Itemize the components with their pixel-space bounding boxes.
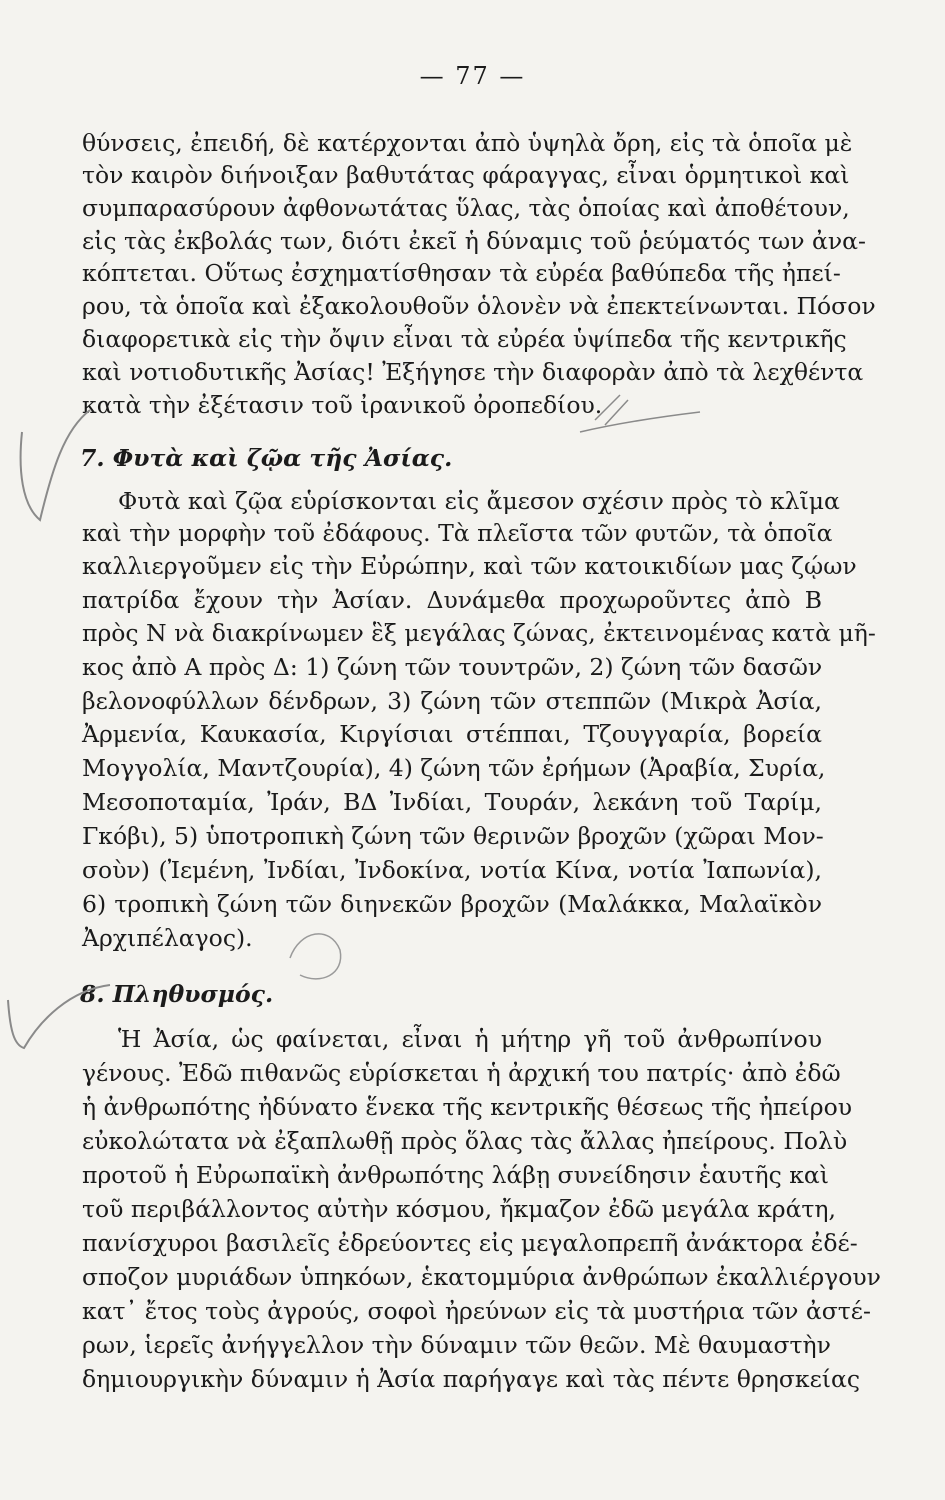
pencil-checkmark-section-8 bbox=[8, 985, 110, 1048]
text-line: προτοῦ ἡ Εὐρωπαϊκὴ ἀνθρωπότης λάβῃ συνείδησιν ἑαυτῆς καὶ bbox=[82, 1161, 830, 1189]
text-line: κατὰ τὴν ἐξέτασιν τοῦ ἰρανικοῦ ὀροπεδίου. bbox=[82, 391, 603, 419]
page-number: — 77 — bbox=[419, 62, 526, 90]
text-line: Γκόβι), 5) ὑποτροπικὴ ζώνη τῶν θερινῶν βροχῶν (χῶραι Μον- bbox=[82, 822, 824, 850]
text-line: σποζον μυριάδων ὑπηκόων, ἑκατομμύρια ἀνθρώπων ἐκαλλιέργουν bbox=[82, 1263, 881, 1291]
text-line: διαφορετικὰ εἰς τὴν ὄψιν εἶναι τὰ εὐρέα ὑψίπεδα τῆς κεντρικῆς bbox=[82, 325, 847, 353]
text-line: γένους. Ἐδῶ πιθανῶς εὑρίσκεται ἡ ἀρχική του πατρίς· ἀπὸ ἐδῶ bbox=[82, 1059, 841, 1087]
text-line: εἰς τὰς ἐκβολάς των, διότι ἐκεῖ ἡ δύναμις τοῦ ῥεύματός των ἀνα- bbox=[82, 227, 866, 255]
text-line: σοὺν) (Ἰεμένη, Ἰνδίαι, Ἰνδοκίνα, νοτία Κίνα, νοτία Ἰαπωνία), bbox=[82, 856, 822, 884]
text-line: τοῦ περιβάλλοντος αὐτὴν κόσμου, ἤκμαζον ἐδῶ μεγάλα κράτη, bbox=[82, 1195, 836, 1223]
text-line: Φυτὰ καὶ ζῷα εὑρίσκονται εἰς ἄμεσον σχέσιν πρὸς τὸ κλῖμα bbox=[118, 487, 840, 515]
text-line: κατ᾿ ἔτος τοὺς ἀγρούς, σοφοὶ ἠρεύνων εἰς τὰ μυστήρια τῶν ἀστέ- bbox=[82, 1297, 871, 1325]
text-line: Μεσοποταμία, Ἰράν, ΒΔ Ἰνδίαι, Τουράν, λεκάνη τοῦ Ταρίμ, bbox=[82, 788, 822, 816]
pencil-underline bbox=[580, 412, 700, 432]
text-line: καλλιεργοῦμεν εἰς τὴν Εὐρώπην, καὶ τῶν κατοικιδίων μας ζῴων bbox=[82, 552, 857, 580]
text-line: καὶ νοτιοδυτικῆς Ἀσίας! Ἐξήγησε τὴν διαφορὰν ἀπὸ τὰ λεχθέντα bbox=[82, 358, 864, 386]
text-line: κος ἀπὸ Α πρὸς Δ: 1) ζώνη τῶν τουντρῶν, 2) ζώνη τῶν δασῶν bbox=[82, 653, 823, 681]
text-line: πατρίδα ἔχουν τὴν Ἀσίαν. Δυνάμεθα προχωροῦντες ἀπὸ Β bbox=[82, 586, 822, 614]
pencil-checkmark-section-7 bbox=[21, 410, 90, 520]
text-line: θύνσεις, ἐπειδή, δὲ κατέρχονται ἀπὸ ὑψηλὰ ὄρη, εἰς τὰ ὁποῖα μὲ bbox=[82, 129, 853, 157]
section-7-heading: 7. Φυτὰ καὶ ζῷα τῆς Ἀσίας. bbox=[80, 444, 453, 472]
text-line: τὸν καιρὸν διήνοιξαν βαθυτάτας φάραγγας, εἶναι ὁρμητικοὶ καὶ bbox=[82, 161, 850, 189]
text-line: δημιουργικὴν δύναμιν ἡ Ἀσία παρήγαγε καὶ τὰς πέντε θρησκείας bbox=[82, 1365, 860, 1393]
text-line: Μογγολία, Μαντζουρία), 4) ζώνη τῶν ἐρήμων (Ἀραβία, Συρία, bbox=[82, 754, 826, 782]
pencil-loop-mark bbox=[290, 934, 341, 979]
text-line: 6) τροπικὴ ζώνη τῶν διηνεκῶν βροχῶν (Μαλάκκα, Μαλαϊκὸν bbox=[82, 890, 822, 918]
text-line: πανίσχυροι βασιλεῖς ἐδρεύοντες εἰς μεγαλοπρεπῆ ἀνάκτορα ἐδέ- bbox=[82, 1229, 858, 1257]
text-line: βελονοφύλλων δένδρων, 3) ζώνη τῶν στεππῶν (Μικρὰ Ἀσία, bbox=[82, 687, 822, 715]
text-line: καὶ τὴν μορφὴν τοῦ ἐδάφους. Τὰ πλεῖστα τῶν φυτῶν, τὰ ὁποῖα bbox=[82, 519, 833, 547]
text-line: κόπτεται. Οὕτως ἐσχηματίσθησαν τὰ εὐρέα βαθύπεδα τῆς ἠπεί- bbox=[82, 259, 841, 287]
text-line: συμπαρασύρουν ἀφθονωτάτας ὕλας, τὰς ὁποίας καὶ ἀποθέτουν, bbox=[82, 194, 850, 222]
text-line: εὐκολώτατα νὰ ἐξαπλωθῇ πρὸς ὅλας τὰς ἄλλας ἠπείρους. Πολὺ bbox=[82, 1127, 848, 1155]
text-line: ρου, τὰ ὁποῖα καὶ ἐξακολουθοῦν ὁλονὲν νὰ ἐπεκτείνωνται. Πόσον bbox=[82, 292, 876, 320]
section-8-heading: 8. Πληθυσμός. bbox=[80, 980, 274, 1008]
text-line: ἡ ἀνθρωπότης ἠδύνατο ἕνεκα τῆς κεντρικῆς θέσεως τῆς ἠπείρου bbox=[82, 1093, 853, 1121]
text-line: Ἀρμενία, Καυκασία, Κιργίσιαι στέππαι, Τζουγγαρία, βορεία bbox=[82, 720, 822, 748]
text-line: Ἡ Ἀσία, ὡς φαίνεται, εἶναι ἡ μήτηρ γῆ τοῦ ἀνθρωπίνου bbox=[118, 1025, 822, 1053]
text-line: ρων, ἱερεῖς ἀνήγγελλον τὴν δύναμιν τῶν θεῶν. Μὲ θαυμαστὴν bbox=[82, 1331, 831, 1359]
text-line: πρὸς Ν νὰ διακρίνωμεν ἓξ μεγάλας ζώνας, ἐκτεινομένας κατὰ μῆ- bbox=[82, 619, 876, 647]
text-line: Ἀρχιπέλαγος). bbox=[82, 924, 253, 952]
pencil-hash-mark bbox=[595, 395, 628, 425]
